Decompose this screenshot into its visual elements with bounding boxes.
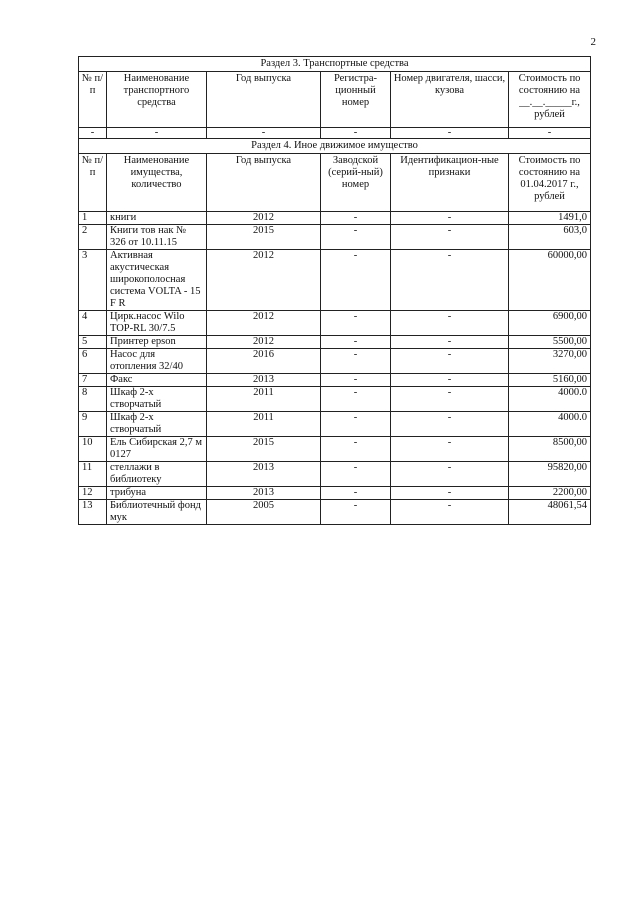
s3-header-year: Год выпуска xyxy=(207,72,321,128)
row-number: 11 xyxy=(79,462,107,487)
item-ident: - xyxy=(391,374,509,387)
section3-empty-row xyxy=(79,128,591,139)
s3-header-num: № п/п xyxy=(79,72,107,128)
item-serial: - xyxy=(321,462,391,487)
item-serial: - xyxy=(321,349,391,374)
item-name: стеллажи в библиотеку xyxy=(107,462,207,487)
item-name: Активная акустическая широкополосная система VOLTA - 15 F R xyxy=(107,250,207,311)
item-cost: 6900,00 xyxy=(509,311,591,336)
item-name: Ель Сибирская 2,7 м 0127 xyxy=(107,437,207,462)
section3-header-row xyxy=(79,72,591,128)
section3-title: Раздел 3. Транспортные средства xyxy=(79,57,591,72)
row-number: 10 xyxy=(79,437,107,462)
table-row xyxy=(79,311,591,336)
item-serial: - xyxy=(321,387,391,412)
item-year: 2012 xyxy=(207,250,321,311)
item-cost: 4000.0 xyxy=(509,412,591,437)
table-cell: - xyxy=(321,128,391,139)
item-serial: - xyxy=(321,487,391,500)
s4-header-ident: Идентификацион-ные признаки xyxy=(391,154,509,212)
item-ident: - xyxy=(391,349,509,374)
row-number: 9 xyxy=(79,412,107,437)
row-number: 4 xyxy=(79,311,107,336)
item-year: 2015 xyxy=(207,225,321,250)
item-year: 2011 xyxy=(207,412,321,437)
row-number: 7 xyxy=(79,374,107,387)
item-ident: - xyxy=(391,462,509,487)
item-year: 2013 xyxy=(207,487,321,500)
item-cost: 48061,54 xyxy=(509,500,591,525)
item-name: Принтер epson xyxy=(107,336,207,349)
table-row xyxy=(79,225,591,250)
item-serial: - xyxy=(321,500,391,525)
row-number: 6 xyxy=(79,349,107,374)
item-year: 2013 xyxy=(207,462,321,487)
row-number: 1 xyxy=(79,212,107,225)
s4-header-name: Наименование имущества, количество xyxy=(107,154,207,212)
row-number: 2 xyxy=(79,225,107,250)
s3-header-cost: Стоимость по состоянию на __.__._____г., рублей xyxy=(509,72,591,128)
item-year: 2012 xyxy=(207,336,321,349)
item-year: 2012 xyxy=(207,311,321,336)
item-serial: - xyxy=(321,336,391,349)
item-cost: 2200,00 xyxy=(509,487,591,500)
item-serial: - xyxy=(321,412,391,437)
item-cost: 5160,00 xyxy=(509,374,591,387)
item-serial: - xyxy=(321,225,391,250)
item-serial: - xyxy=(321,311,391,336)
s4-header-num: № п/п xyxy=(79,154,107,212)
item-ident: - xyxy=(391,336,509,349)
item-serial: - xyxy=(321,212,391,225)
item-year: 2016 xyxy=(207,349,321,374)
table-cell: - xyxy=(207,128,321,139)
item-serial: - xyxy=(321,437,391,462)
page-number: 2 xyxy=(590,36,596,48)
item-serial: - xyxy=(321,374,391,387)
table-row xyxy=(79,387,591,412)
item-ident: - xyxy=(391,500,509,525)
item-name: книги xyxy=(107,212,207,225)
item-cost: 95820,00 xyxy=(509,462,591,487)
section4-title-row xyxy=(79,139,591,154)
property-table xyxy=(78,56,591,525)
row-number: 12 xyxy=(79,487,107,500)
item-ident: - xyxy=(391,212,509,225)
item-cost: 5500,00 xyxy=(509,336,591,349)
item-name: трибуна xyxy=(107,487,207,500)
item-ident: - xyxy=(391,225,509,250)
table-row xyxy=(79,374,591,387)
row-number: 8 xyxy=(79,387,107,412)
table-row xyxy=(79,437,591,462)
s4-header-cost: Стоимость по состоянию на 01.04.2017 г., рублей xyxy=(509,154,591,212)
item-year: 2005 xyxy=(207,500,321,525)
table-row xyxy=(79,487,591,500)
item-ident: - xyxy=(391,437,509,462)
row-number: 13 xyxy=(79,500,107,525)
item-cost: 603,0 xyxy=(509,225,591,250)
s3-header-engine: Номер двигателя, шасси, кузова xyxy=(391,72,509,128)
item-year: 2011 xyxy=(207,387,321,412)
item-name: Шкаф 2-х створчатый xyxy=(107,412,207,437)
item-name: Насос для отопления 32/40 xyxy=(107,349,207,374)
item-year: 2013 xyxy=(207,374,321,387)
table-cell: - xyxy=(107,128,207,139)
table-row xyxy=(79,462,591,487)
table-row xyxy=(79,336,591,349)
s3-header-regnum: Регистра-ционный номер xyxy=(321,72,391,128)
item-name: Шкаф 2-х створчатый xyxy=(107,387,207,412)
item-ident: - xyxy=(391,250,509,311)
item-ident: - xyxy=(391,487,509,500)
item-cost: 4000.0 xyxy=(509,387,591,412)
row-number: 5 xyxy=(79,336,107,349)
s3-header-name: Наименование транспортного средства xyxy=(107,72,207,128)
table-row xyxy=(79,250,591,311)
item-ident: - xyxy=(391,412,509,437)
table-row xyxy=(79,212,591,225)
item-cost: 1491,0 xyxy=(509,212,591,225)
table-row xyxy=(79,500,591,525)
section4-header-row xyxy=(79,154,591,212)
section4-body xyxy=(79,212,591,525)
item-name: Библиотечный фонд мук xyxy=(107,500,207,525)
table-cell: - xyxy=(79,128,107,139)
table-cell: - xyxy=(391,128,509,139)
s4-header-serial: Заводской (серий-ный) номер xyxy=(321,154,391,212)
item-serial: - xyxy=(321,250,391,311)
item-name: Факс xyxy=(107,374,207,387)
section4-title: Раздел 4. Иное движимое имущество xyxy=(79,139,591,154)
item-name: Цирк.насос Wilo TOP-RL 30/7.5 xyxy=(107,311,207,336)
item-cost: 3270,00 xyxy=(509,349,591,374)
table-cell: - xyxy=(509,128,591,139)
item-cost: 60000,00 xyxy=(509,250,591,311)
section3-title-row xyxy=(79,57,591,72)
item-year: 2012 xyxy=(207,212,321,225)
item-year: 2015 xyxy=(207,437,321,462)
item-cost: 8500,00 xyxy=(509,437,591,462)
s4-header-year: Год выпуска xyxy=(207,154,321,212)
table-row xyxy=(79,349,591,374)
item-name: Книги тов нак № 326 от 10.11.15 xyxy=(107,225,207,250)
row-number: 3 xyxy=(79,250,107,311)
table-row xyxy=(79,412,591,437)
item-ident: - xyxy=(391,311,509,336)
item-ident: - xyxy=(391,387,509,412)
